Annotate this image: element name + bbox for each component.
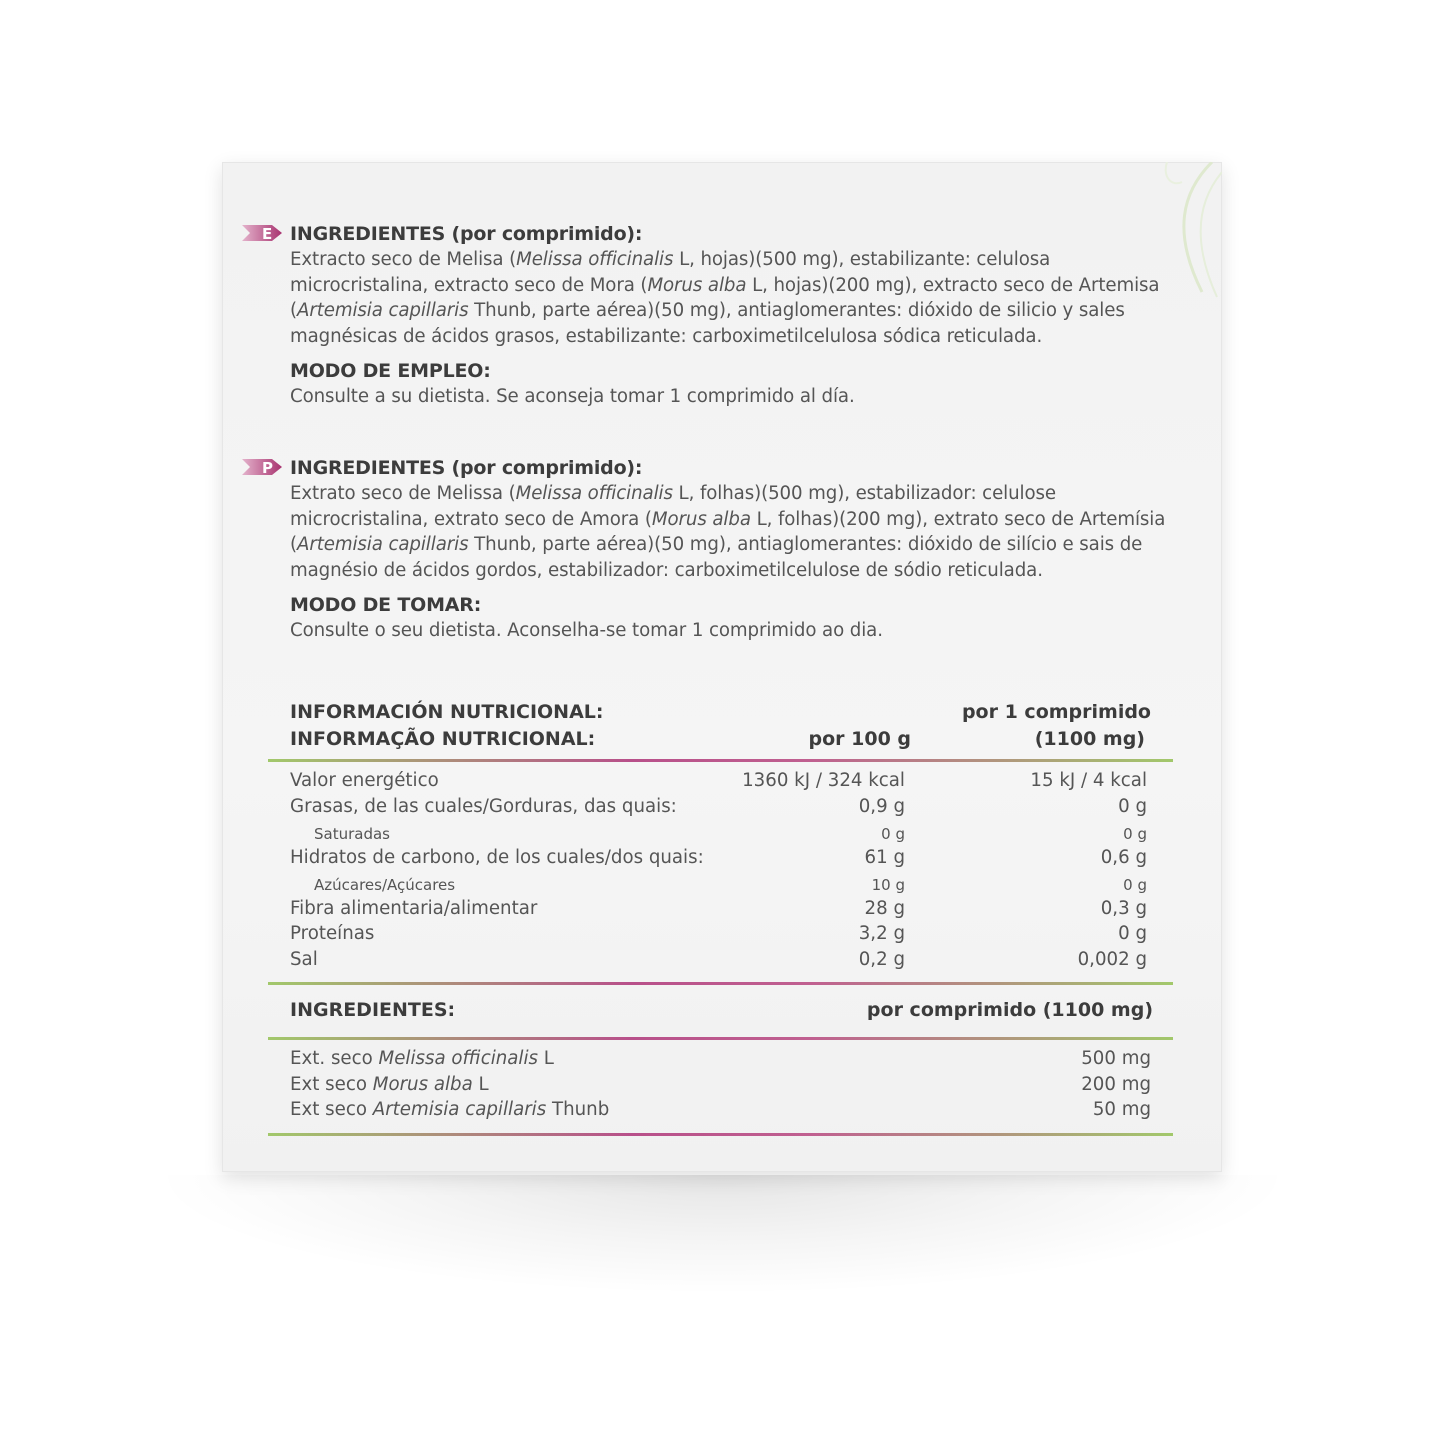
ingredients-text-es	[290, 247, 1170, 349]
value-per-tablet: 0 g	[1118, 795, 1147, 817]
species-name: Melissa officinalis	[516, 249, 674, 270]
nutrient-label: Saturadas	[314, 825, 390, 843]
usage-title-es: MODO DE EMPLEO:	[290, 360, 491, 382]
ingredient-amount: 200 mg	[1081, 1073, 1151, 1095]
value-per-100g: 28 g	[864, 897, 905, 919]
text-segment: Extrato seco de Melissa (	[290, 483, 516, 504]
ingredients-table-column: por comprimido (1100 mg)	[866, 999, 1153, 1021]
value-per-tablet: 0,002 g	[1077, 948, 1147, 970]
column-per-100g: por 100 g	[808, 728, 911, 750]
nutrition-title-pt: INFORMAÇÃO NUTRICIONAL:	[290, 728, 596, 750]
nutrition-rows	[268, 762, 1173, 982]
nutrient-label: Fibra alimentaria/alimentar	[290, 897, 538, 919]
ingredients-table-rows	[268, 1040, 1173, 1133]
species-name: Morus alba	[372, 1073, 473, 1095]
text-segment: L, folhas)(200 mg), extrato seco de Artemísia (	[290, 508, 1166, 555]
value-per-100g: 1360 kJ / 324 kcal	[742, 770, 905, 791]
value-per-100g: 0 g	[881, 825, 905, 843]
nutrition-row	[268, 847, 1173, 873]
ingredients-text-pt	[290, 481, 1170, 583]
text-segment: L, hojas)(200 mg), extracto seco de Artemisa (	[290, 274, 1160, 321]
value-per-100g: 10 g	[871, 876, 905, 894]
nutrient-label: Grasas, de las cuales/Gorduras, das quais:	[290, 795, 677, 817]
nutrient-label: Azúcares/Açúcares	[314, 876, 456, 894]
value-per-tablet: 0 g	[1118, 923, 1147, 944]
column-per-tablet-weight: (1100 mg)	[1034, 728, 1145, 750]
nutrition-row	[268, 770, 1173, 796]
value-per-100g: 3,2 g	[858, 923, 905, 944]
divider	[268, 982, 1173, 985]
species-name: Melissa officinalis	[378, 1048, 539, 1069]
text-segment: Thunb, parte aérea)(50 mg), antiaglomerantes: dióxido de silício e sais de magnésio de ácidos gordos, estabilizador: carboximetilcelulose de sódio reticulada.	[290, 534, 1143, 581]
column-per-tablet: por 1 comprimido	[961, 701, 1151, 723]
text-segment: L, folhas)(500 mg), estabilizador: celulose microcristalina, extrato seco de Amora (	[290, 483, 1056, 530]
ingredient-amount: 500 mg	[1081, 1048, 1151, 1069]
text-segment: Extracto seco de Melisa (	[290, 249, 517, 270]
ingredient-suffix: L	[538, 1048, 554, 1069]
species-name: Morus alba	[647, 274, 747, 296]
flag-letter: E	[262, 225, 273, 243]
value-per-tablet: 0,3 g	[1100, 897, 1147, 919]
ingredient-row	[268, 1099, 1173, 1125]
value-per-tablet: 0 g	[1123, 825, 1147, 843]
value-per-100g: 61 g	[864, 846, 905, 868]
ingredient-prefix: Ext seco	[290, 1099, 373, 1120]
nutrition-row	[268, 821, 1173, 847]
section-es	[262, 221, 1170, 410]
nutrient-label: Hidratos de carbono, de los cuales/dos quais:	[290, 846, 704, 868]
species-name: Artemisia capillaris	[297, 534, 469, 555]
nutrition-header	[268, 701, 1173, 759]
ingredient-label	[290, 1099, 609, 1120]
ingredient-label	[290, 1048, 554, 1069]
nutrient-label: Valor energético	[290, 770, 439, 791]
ingredient-row	[268, 1074, 1173, 1100]
divider	[268, 1133, 1173, 1136]
value-per-100g: 0,9 g	[858, 795, 905, 817]
flag-letter: P	[262, 459, 273, 477]
species-name: Melissa officinalis	[515, 483, 673, 504]
nutrient-label: Sal	[290, 948, 318, 970]
nutrition-row	[268, 796, 1173, 822]
nutrition-row	[268, 872, 1173, 898]
ingredients-table-title: INGREDIENTES:	[290, 999, 456, 1021]
ingredient-suffix: Thunb	[546, 1099, 610, 1120]
species-name: Morus alba	[651, 508, 751, 530]
box-reflection	[150, 1175, 1295, 1295]
ingredient-prefix: Ext seco	[290, 1073, 373, 1095]
ingredient-prefix: Ext. seco	[290, 1048, 379, 1069]
usage-text-es: Consulte a su dietista. Se aconseja tomar 1 comprimido al día.	[290, 386, 855, 407]
value-per-tablet: 0 g	[1123, 876, 1147, 894]
ingredients-title-es: INGREDIENTES (por comprimido):	[290, 223, 643, 245]
text-segment: Thunb, parte aérea)(50 mg), antiaglomerantes: dióxido de silicio y sales magnésicas de ácidos grasos, estabilizante: carboximetilcelulosa sódica reticulada.	[290, 300, 1125, 347]
nutrition-row	[268, 923, 1173, 949]
value-per-tablet: 0,6 g	[1100, 846, 1147, 868]
spanish-flag-icon	[242, 221, 284, 245]
section-pt	[262, 455, 1170, 644]
ingredient-label	[290, 1074, 489, 1095]
nutrition-title-es: INFORMACIÓN NUTRICIONAL:	[290, 701, 604, 723]
ingredients-table-header	[268, 993, 1173, 1031]
ingredients-title-pt: INGREDIENTES (por comprimido):	[290, 457, 643, 479]
nutrition-table	[268, 701, 1173, 1136]
text-segment: L, hojas)(500 mg), estabilizante: celulosa microcristalina, extracto seco de Mora (	[290, 249, 1051, 296]
species-name: Artemisia capillaris	[372, 1099, 547, 1120]
value-per-tablet: 15 kJ / 4 kcal	[1030, 770, 1147, 791]
portuguese-flag-icon	[242, 455, 284, 479]
ingredient-suffix: L	[472, 1073, 489, 1095]
usage-title-pt: MODO DE TOMAR:	[290, 594, 482, 616]
ingredient-row	[268, 1048, 1173, 1074]
nutrient-label: Proteínas	[290, 923, 375, 944]
usage-text-pt: Consulte o seu dietista. Aconselha-se tomar 1 comprimido ao dia.	[290, 620, 883, 641]
nutrition-row	[268, 898, 1173, 924]
ingredient-amount: 50 mg	[1092, 1099, 1151, 1120]
species-name: Artemisia capillaris	[297, 300, 469, 321]
nutrition-row	[268, 949, 1173, 975]
value-per-100g: 0,2 g	[858, 948, 905, 970]
